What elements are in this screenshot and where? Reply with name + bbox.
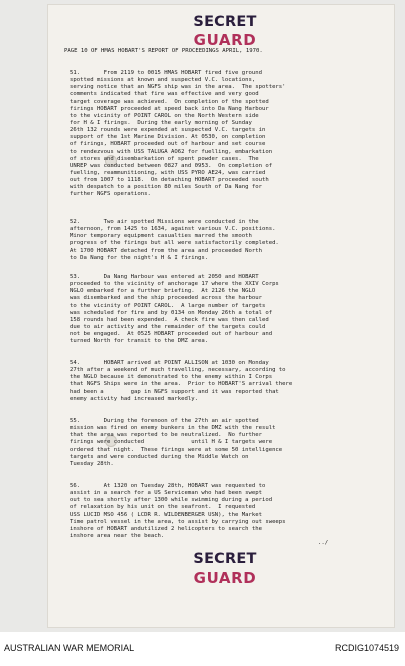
paragraph-line: was scheduled for fire and by 0134 on Monday 26th a total of xyxy=(70,309,273,316)
paragraph-line: inshore of HOBART andutilized 2 helicopters to search the xyxy=(70,525,262,532)
paragraph-line: to the vicinity of POINT CAROL. A large number of targets xyxy=(70,302,266,309)
paragraph-line: inshore area near the beach. xyxy=(70,532,165,539)
paragraph-line: of firings, HOBART proceeded out of harbour and set course xyxy=(70,141,266,148)
paragraph-line: to rendezvous with USS TALUGA AO62 for fuelling, embarkation xyxy=(70,148,273,155)
paragraph-line: to the vicinity of POINT CAROL on the North Western side xyxy=(70,112,259,119)
paragraph-55 xyxy=(70,418,370,468)
paragraph-line: ordered that night. These firings were at some 50 intelligence xyxy=(70,446,283,453)
paragraph-line: serving notice that an NGFS ship was in the area. The spotters' xyxy=(70,84,286,91)
paragraph-line: with despatch to a position 80 miles South of Da Nang for xyxy=(70,184,262,191)
paragraph-line: to Da Nang for the night's H & I firings. xyxy=(70,254,209,261)
paragraph-line: support of the 1st Marine Division. At 0530, on completion xyxy=(70,134,266,141)
paragraph-line: the NGLO because it demonstrated to the enemy within I Corps xyxy=(70,374,273,381)
page-header: PAGE 10 OF HMAS HOBART'S REPORT OF PROCEEDINGS APRIL, 1970. xyxy=(64,48,263,54)
paragraph-line: 52. Two air spotted Missions were conducted in the xyxy=(70,219,259,225)
paragraph-line: for H & I firings. During the early morning of Sunday xyxy=(70,119,252,126)
paragraph-line: 27th after a weekend of much travelling, necessary, according to xyxy=(70,367,286,374)
paragraph-line: Tuesday 28th. xyxy=(70,460,114,467)
paragraph-line: 158 rounds had been expended. A check fire was then called xyxy=(70,316,269,323)
paragraph-line: out to sea shortly after 1300 while swimming during a period xyxy=(70,497,273,504)
paragraph-53 xyxy=(70,274,370,345)
paragraph-line: firings were conducted until H & I targets were xyxy=(70,439,273,446)
paragraph-52 xyxy=(70,219,370,262)
paragraph-line: UNREP was conducted between 0827 and 0953. On completion of xyxy=(70,162,273,169)
paragraph-line: target coverage was achieved. On completion of the spotted xyxy=(70,98,269,105)
paragraph-line: proceeded to the vicinity of anchorage 17 where the XXIV Corps xyxy=(70,281,279,288)
paragraph-line: 56. At 1320 on Tuesday 28th, HOBART was requested to xyxy=(70,483,266,489)
stamp-top-guard: GUARD xyxy=(193,31,257,49)
paragraph-line: NGLO embarked for a further briefing. At 2126 the NGLO xyxy=(70,288,256,295)
paragraph-line: targets and were conducted during the Middle Watch on xyxy=(70,453,249,460)
paragraph-line: was disembarked and the ship proceeded across the harbour xyxy=(70,295,262,302)
paragraph-line: At 1700 HOBART detached from the area and proceeded North xyxy=(70,247,262,254)
paragraph-54 xyxy=(70,360,370,403)
paragraph-51 xyxy=(70,70,370,199)
paragraph-line: enemy activity had increased markedly. xyxy=(70,395,198,402)
paragraph-line: Time patrol vessel in the area, to assist by carrying out sweeps xyxy=(70,518,286,525)
paragraph-line: firings HOBART proceeded at speed back into Da Nang Harbour xyxy=(70,105,269,112)
paragraph-line: fuelling, reammunitioning, with USS PYRO AE24, was carried xyxy=(70,169,266,176)
paragraph-line: progress of the firings but all were satisfactorily completed. xyxy=(70,240,279,247)
paragraph-line: further NGFS operations. xyxy=(70,191,151,198)
paragraph-line: due to air activity and the remainder of the targets could xyxy=(70,323,266,330)
paragraph-line: 51. From 2119 to 0015 HMAS HOBART fired five ground xyxy=(70,70,262,76)
stamp-bottom-guard: GUARD xyxy=(193,569,257,587)
paragraph-line: Minor temporary equipment casualties marred the smooth xyxy=(70,233,252,240)
paragraph-56 xyxy=(70,483,370,540)
paragraph-line: comments indicated that fire was effective and very good xyxy=(70,91,259,98)
paragraph-line: 53. Da Nang Harbour was entered at 2050 and HOBART xyxy=(70,274,259,280)
paragraph-line: USS LUCID MSO 456 ( LCDR R. WILDENBERGER USN), the Market xyxy=(70,511,262,518)
paragraph-line: that NGFS Ships were in the area. Prior to HOBART'S arrival there xyxy=(70,381,293,388)
paragraph-line: that the area was reported to be neutralized. No further xyxy=(70,432,262,439)
paragraph-line: had been a gap in NGFS support and it was reported that xyxy=(70,388,279,395)
paragraph-line: assist in a search for a US Serviceman who had been swept xyxy=(70,490,262,497)
paragraph-line: mission was fired on enemy bunkers in the DMZ with the result xyxy=(70,425,276,432)
paragraph-line: of stores and disembarkation of spent powder cases. The xyxy=(70,155,259,162)
paragraph-line: spotted missions at known and suspected V.C. locations, xyxy=(70,77,256,84)
paragraph-line: afternoon, from 1425 to 1634, against various V.C. positions. xyxy=(70,226,276,233)
footer-record-id: RCDIG1074519 xyxy=(334,643,399,653)
stamp-top-secret: SECRET xyxy=(193,14,257,30)
paragraph-line: 55. During the forenoon of the 27th an air spotted xyxy=(70,418,259,424)
footer-institution: AUSTRALIAN WAR MEMORIAL xyxy=(4,643,135,653)
stamp-bottom-secret: SECRET xyxy=(193,551,257,567)
paragraph-line: 54. HOBART arrived at POINT ALLISON at 1030 on Monday xyxy=(70,360,269,366)
paragraph-line: turned North for transit to the DMZ area. xyxy=(70,338,209,345)
paragraph-line: 26th 132 rounds were expended at suspected V.C. targets in xyxy=(70,127,266,134)
paragraph-line: of relaxation by his unit on the seafront. I requested xyxy=(70,504,256,511)
continuation-mark: ../ xyxy=(318,540,329,546)
paragraph-line: out from 1007 to 1118. On detaching HOBART proceeded south xyxy=(70,177,269,184)
archive-footer xyxy=(0,632,405,666)
paragraph-line: not be engaged. At 0525 HOBART proceeded out of harbour and xyxy=(70,331,273,338)
